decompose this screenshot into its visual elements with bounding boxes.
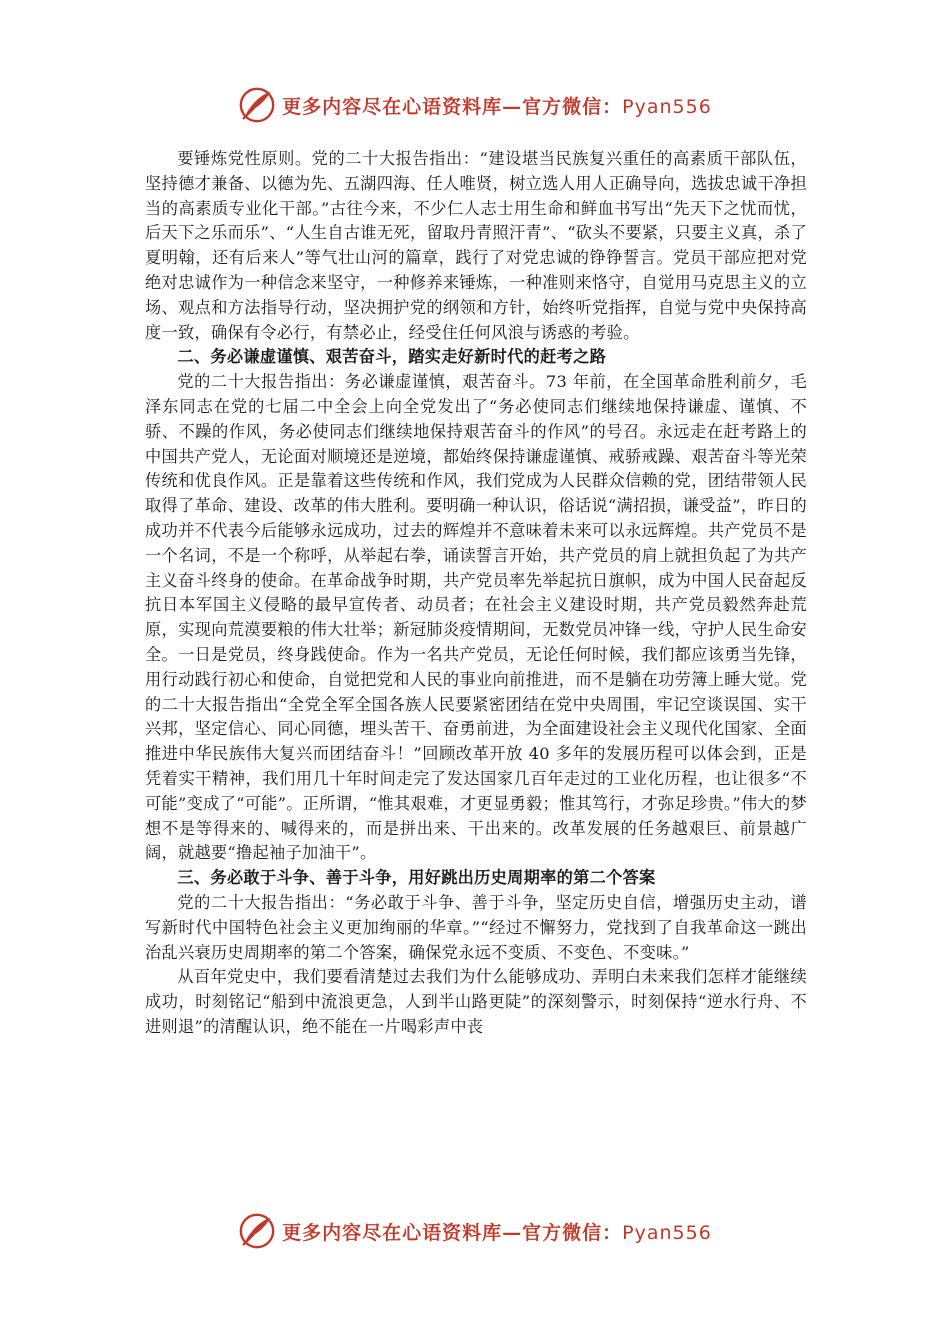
quill-logo-icon [238,86,276,124]
section-heading-2: 二、务必谦虚谨慎、艰苦奋斗，踏实走好新时代的赶考之路 [177,347,607,367]
paragraph-party-history: 从百年党史中，我们要看清楚过去我们为什么能够成功、弄明白未来我们怎样才能继续成功，时刻铭记“船到中流浪更急，人到半山路更陡”的深刻警示，时刻保持“逆水行舟、不进则退”的清醒认识，绝不能在一片喝彩声中丧 [145,967,807,1036]
header-banner [0,80,950,130]
footer-banner-text [282,1218,712,1245]
paragraph-party-principles: 要锤炼党性原则。党的二十大报告指出：“建设堪当民族复兴重任的高素质干部队伍，坚持德才兼备、以德为先、五湖四海、任人唯贤，树立选人用人正确导向，选拔忠诚干净担当的高素质专业化干部。”古往今来，不少仁人志士用生命和鲜血书写出“先天下之忧而忧，后天下之乐而乐”、“人生自古谁无死，留取丹青照汗青”、“砍头不要紧，只要主义真，杀了夏明翰，还有后来人”等气壮山河的篇章，践行了对党忠诚的铮铮誓言。党员干部应把对党绝对忠诚作为一种信念来坚守，一种修养来锤炼，一种准则来恪守，自觉用马克思主义的立场、观点和方法指导行动，坚决拥护党的纲领和方针，始终听党指挥，自觉与党中央保持高度一致，确保有令必行，有禁必止，经受住任何风浪与诱惑的考验。 [145,149,807,342]
footer-banner-title: 更多内容尽在心语资料库—官方微信： [282,1221,623,1244]
header-banner-title: 更多内容尽在心语资料库—官方微信： [282,95,623,118]
paragraph-struggle: 党的二十大报告指出：“务必敢于斗争、善于斗争，坚定历史自信，增强历史主动，谱写新时代中国特色社会主义更加绚丽的华章。”“经过不懈努力，党找到了自我革命这一跳出治乱兴衰历史周期率的第二个答案，确保党永远不变质、不变色、不变味。” [145,892,807,962]
quill-logo-icon [238,1212,276,1250]
header-wechat-id: Pyan556 [622,95,712,118]
paragraph-modesty-hard-work: 党的二十大报告指出：务必谦虚谨慎，艰苦奋斗。73 年前，在全国革命胜利前夕，毛泽东同志在党的七届二中全会上向全党发出了“务必使同志们继续地保持谦虚、谨慎、不骄、不躁的作风，务必使同志们继续地保持艰苦奋斗的作风”的号召。永远走在赶考路上的中国共产党人，无论面对顺境还是逆境，都始终保持谦虚谨慎、戒骄戒躁、艰苦奋斗等光荣传统和优良作风。正是靠着这些传统和作风，我们党成为人民群众信赖的党，团结带领人民取得了革命、建设、改革的伟大胜利。要明确一种认识，俗话说“满招损，谦受益”，昨日的成功并不代表今后能够永远成功，过去的辉煌并不意味着未来可以永远辉煌。共产党员不是一个名词，不是一个称呼，从举起右拳，诵读誓言开始，共产党员的肩上就担负起了为共产主义奋斗终身的使命。在革命战争时期，共产党员率先举起抗日旗帜，成为中国人民奋起反抗日本军国主义侵略的最早宣传者、动员者；在社会主义建设时期，共产党员毅然奔赴荒原，实现向荒漠要粮的伟大壮举；新冠肺炎疫情期间，无数党员冲锋一线，守护人民生命安全。一日是党员，终身践使命。作为一名共产党员，无论任何时候，我们都应该勇当先锋，用行动践行初心和使命，自觉把党和人民的事业向前推进，而不是躺在功劳簿上睡大觉。党的二十大报告指出“全党全军全国各族人民要紧密团结在党中央周围，牢记空谈误国、实干兴邦，坚定信心、同心同德，埋头苦干、奋勇前进，为全面建设社会主义现代化国家、全面推进中华民族伟大复兴而团结奋斗！”回顾改革开放 40 多年的发展历程可以体会到，正是凭着实干精神，我们用几十年时间走完了发达国家几百年走过的工业化历程，也让很多“不可能”变成了“可能”。正所谓，“惟其艰难，才更显勇毅；惟其笃行，才弥足珍贵。”伟大的梦想不是等得来的、喊得来的，而是拼出来、干出来的。改革发展的任务越艰巨、前景越广阔，就越要“撸起袖子加油干”。 [145,372,807,863]
footer-banner [0,1206,950,1256]
header-banner-text [282,92,712,119]
document-body [145,147,807,1040]
section-heading-3: 三、务必敢于斗争、善于斗争，用好跳出历史周期率的第二个答案 [177,868,656,888]
footer-wechat-id: Pyan556 [622,1221,712,1244]
